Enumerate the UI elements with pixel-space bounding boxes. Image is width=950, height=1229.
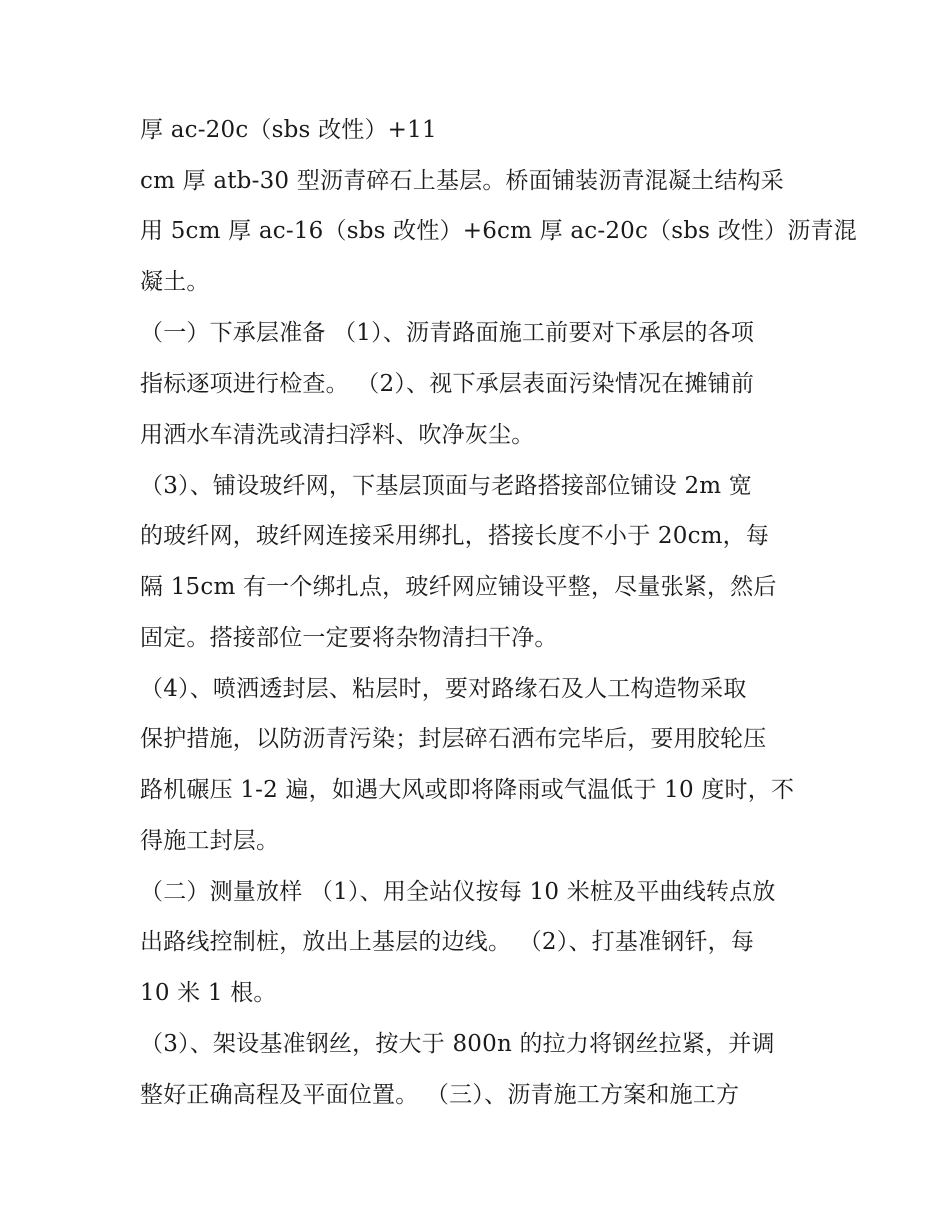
text-line: 10 米 1 根。 bbox=[140, 980, 277, 1006]
text-line: 厚 ac-20c（sbs 改性）+11 bbox=[140, 117, 437, 143]
text-line: 得施工封层。 bbox=[140, 828, 280, 854]
text-line: 指标逐项进行检查。 （2）、视下承层表面污染情况在摊铺前 bbox=[140, 371, 755, 397]
text-line: 保护措施，以防沥青污染；封层碎石洒布完毕后，要用胶轮压 bbox=[140, 726, 767, 752]
text-line: 路机碾压 1-2 遍，如遇大风或即将降雨或气温低于 10 度时，不 bbox=[140, 777, 795, 803]
text-line: 隔 15cm 有一个绑扎点，玻纤网应铺设平整，尽量张紧，然后 bbox=[140, 574, 777, 600]
text-line: （3）、架设基准钢丝，按大于 800n 的拉力将钢丝拉紧，并调 bbox=[140, 1031, 775, 1057]
text-line: cm 厚 atb-30 型沥青碎石上基层。桥面铺装沥青混凝土结构采 bbox=[140, 168, 784, 194]
text-line: 用 5cm 厚 ac-16（sbs 改性）+6cm 厚 ac-20c（sbs 改性）沥青混 bbox=[140, 218, 857, 244]
text-line: 凝土。 bbox=[140, 269, 210, 295]
text-line: 整好正确高程及平面位置。 （三）、沥青施工方案和施工方 bbox=[140, 1082, 740, 1108]
text-line: （二）测量放样 （1）、用全站仪按每 10 米桩及平曲线转点放 bbox=[140, 879, 776, 905]
text-line: 出路线控制桩，放出上基层的边线。 （2）、打基准钢钎，每 bbox=[140, 929, 755, 955]
text-line: （4）、喷洒透封层、粘层时，要对路缘石及人工构造物采取 bbox=[140, 676, 747, 702]
text-line: 的玻纤网，玻纤网连接采用绑扎，搭接长度不小于 20cm，每 bbox=[140, 523, 770, 549]
text-line: 用洒水车清洗或清扫浮料、吹净灰尘。 bbox=[140, 422, 535, 448]
text-line: 固定。搭接部位一定要将杂物清扫干净。 bbox=[140, 625, 558, 651]
text-line: （3）、铺设玻纤网，下基层顶面与老路搭接部位铺设 2m 宽 bbox=[140, 473, 752, 499]
text-line: （一）下承层准备 （1）、沥青路面施工前要对下承层的各项 bbox=[140, 320, 755, 346]
